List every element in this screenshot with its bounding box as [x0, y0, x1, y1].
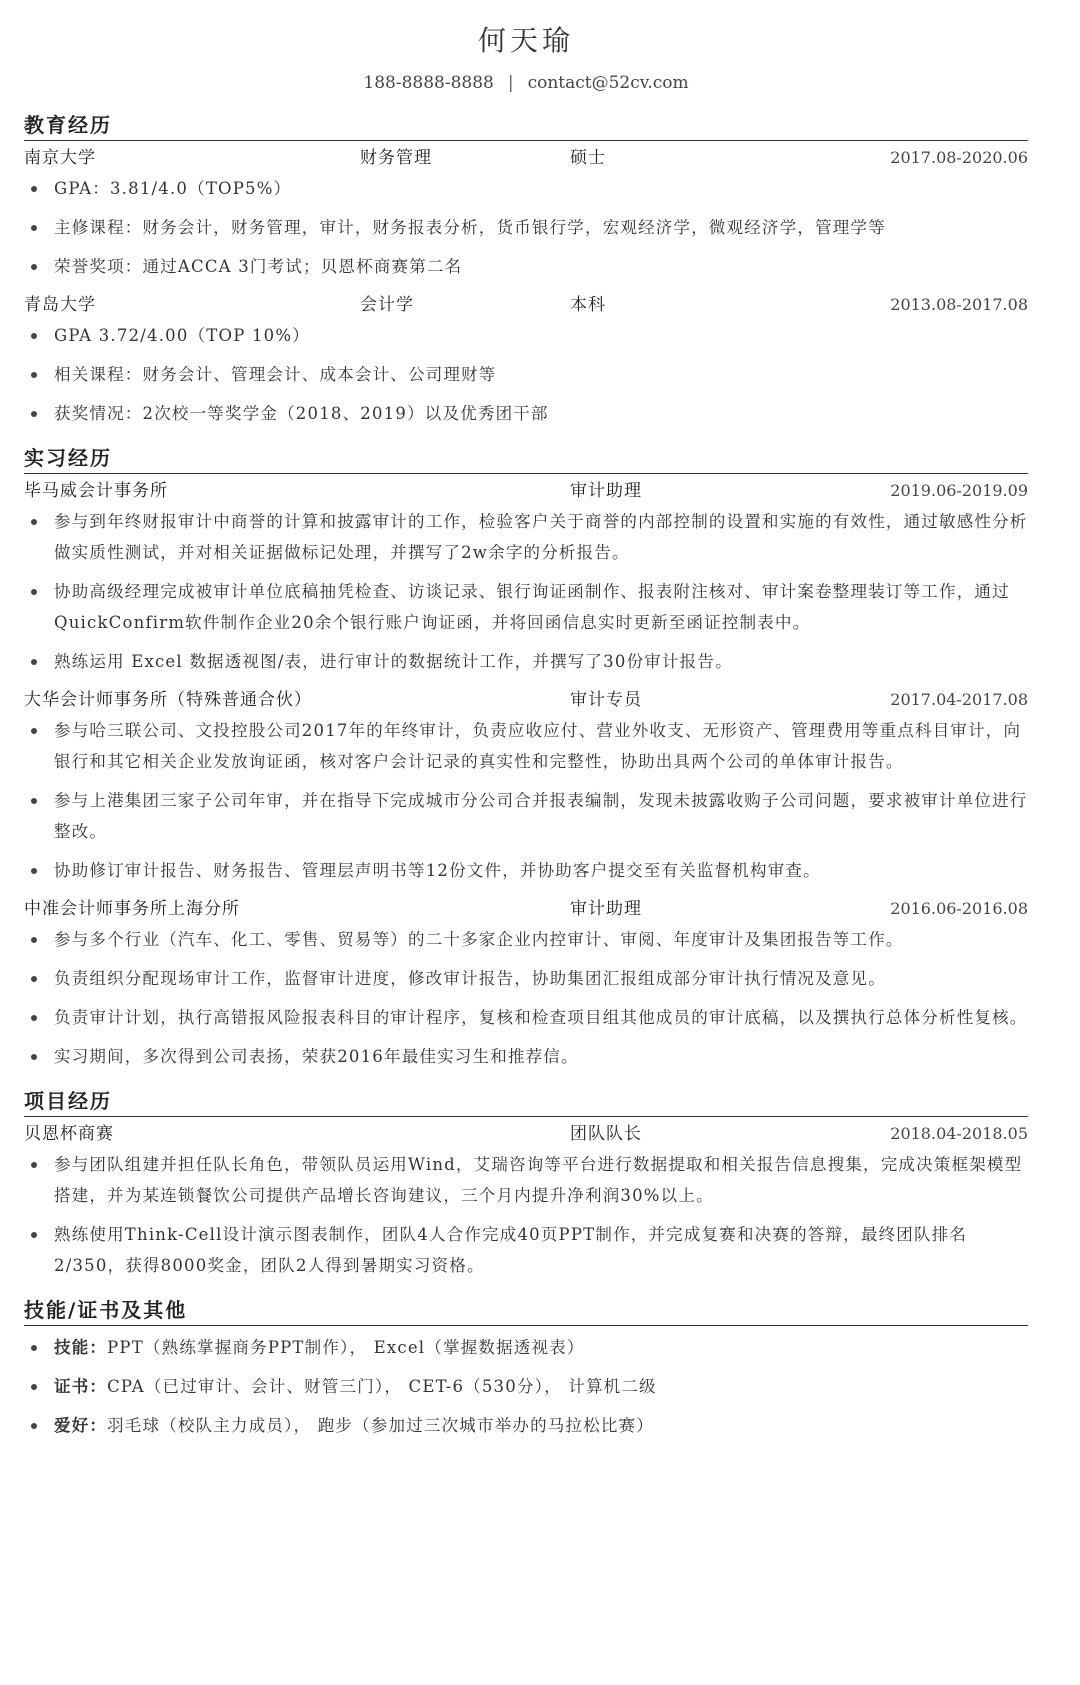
- skill-value: 羽毛球（校队主力成员）， 跑步（参加过三次城市举办的马拉松比赛）: [107, 1416, 655, 1435]
- project-role: 团队队长: [570, 1124, 642, 1144]
- project-section-title: 项目经历: [24, 1086, 1028, 1117]
- company-name: 毕马威会计事务所: [24, 481, 168, 501]
- bullet-item: 参与团队组建并担任队长角色，带领队员运用Wind，艾瑞咨询等平台进行数据提取和相关报告信息搜集，完成决策框架模型搭建，并为某连锁餐饮公司提供产品增长咨询建议，三个月内提升净利润30%以上。: [24, 1149, 1028, 1211]
- major: 财务管理: [360, 148, 432, 168]
- email-address: contact@52cv.com: [527, 73, 689, 93]
- contact-separator: |: [507, 73, 514, 93]
- entry-header: [24, 685, 1028, 715]
- bullet-item: 协助高级经理完成被审计单位底稿抽凭检查、访谈记录、银行询证函制作、报表附注核对、审计案卷整理装订等工作，通过QuickConfirm软件制作企业20余个银行账户询证函，并将回函信息实时更新至函证控制表中。: [24, 576, 1028, 638]
- internship-entry: [24, 476, 1028, 677]
- bullet-list: [24, 173, 1028, 282]
- bullet-item: 负责组织分配现场审计工作，监督审计进度，修改审计报告，协助集团汇报组成部分审计执行情况及意见。: [24, 963, 1028, 994]
- skill-value: PPT（熟练掌握商务PPT制作）， Excel（掌握数据透视表）: [107, 1338, 585, 1357]
- bullet-item: 主修课程：财务会计，财务管理，审计，财务报表分析，货币银行学，宏观经济学，微观经济学，管理学等: [24, 212, 1028, 243]
- internship-entry: [24, 894, 1028, 1072]
- major: 会计学: [360, 295, 414, 315]
- company-name: 大华会计师事务所（特殊普通合伙）: [24, 690, 312, 710]
- date-range: 2013.08-2017.08: [890, 295, 1028, 314]
- school-name: 青岛大学: [24, 295, 96, 315]
- bullet-list: [24, 320, 1028, 429]
- date-range: 2018.04-2018.05: [890, 1124, 1028, 1143]
- entry-header: [24, 1119, 1028, 1149]
- entry-header: [24, 143, 1028, 173]
- skill-item: [24, 1332, 1028, 1363]
- bullet-item: 参与多个行业（汽车、化工、零售、贸易等）的二十多家企业内控审计、审阅、年度审计及集团报告等工作。: [24, 924, 1028, 955]
- bullet-item: 参与上港集团三家子公司年审，并在指导下完成城市分公司合并报表编制，发现未披露收购子公司问题，要求被审计单位进行整改。: [24, 785, 1028, 847]
- education-entry: [24, 290, 1028, 429]
- bullet-list: [24, 506, 1028, 677]
- bullet-list: [24, 924, 1028, 1072]
- project-section: [24, 1086, 1028, 1281]
- job-title: 审计助理: [570, 481, 642, 501]
- internship-section-title: 实习经历: [24, 443, 1028, 474]
- entry-header: [24, 290, 1028, 320]
- degree: 硕士: [570, 148, 606, 168]
- phone-number: 188-8888-8888: [363, 73, 494, 93]
- skill-key: 证书：: [54, 1377, 108, 1396]
- entry-header: [24, 476, 1028, 506]
- bullet-item: GPA：3.81/4.0（TOP5%）: [24, 173, 1028, 204]
- job-title: 审计专员: [570, 690, 642, 710]
- bullet-item: 负责审计计划，执行高错报风险报表科目的审计程序，复核和检查项目组其他成员的审计底稿，以及撰执行总体分析性复核。: [24, 1002, 1028, 1033]
- bullet-item: GPA 3.72/4.00（TOP 10%）: [24, 320, 1028, 351]
- bullet-item: 熟练运用 Excel 数据透视图/表，进行审计的数据统计工作，并撰写了30份审计报告。: [24, 646, 1028, 677]
- school-name: 南京大学: [24, 148, 96, 168]
- project-entry: [24, 1119, 1028, 1281]
- skill-value: CPA（已过审计、会计、财管三门）， CET-6（530分）， 计算机二级: [107, 1377, 657, 1396]
- bullet-item: 相关课程：财务会计、管理会计、成本会计、公司理财等: [24, 359, 1028, 390]
- certificate-item: [24, 1371, 1028, 1402]
- date-range: 2017.04-2017.08: [890, 690, 1028, 709]
- degree: 本科: [570, 295, 606, 315]
- bullet-item: 参与哈三联公司、文投控股公司2017年的年终审计，负责应收应付、营业外收支、无形资产、管理费用等重点科目审计，向银行和其它相关企业发放询证函，核对客户会计记录的真实性和完整性，协助出具两个公司的单体审计报告。: [24, 715, 1028, 777]
- internship-section: [24, 443, 1028, 1072]
- education-section: [24, 110, 1028, 429]
- skills-list: [24, 1332, 1028, 1441]
- resume-name: 何天瑜: [477, 24, 574, 57]
- bullet-list: [24, 1149, 1028, 1281]
- education-section-title: 教育经历: [24, 110, 1028, 141]
- bullet-item: 获奖情况：2次校一等奖学金（2018、2019）以及优秀团干部: [24, 398, 1028, 429]
- bullet-item: 协助修订审计报告、财务报告、管理层声明书等12份文件，并协助客户提交至有关监督机构审查。: [24, 855, 1028, 886]
- date-range: 2016.06-2016.08: [890, 899, 1028, 918]
- skill-key: 技能：: [54, 1338, 108, 1357]
- date-range: 2019.06-2019.09: [890, 481, 1028, 500]
- bullet-item: 荣誉奖项：通过ACCA 3门考试；贝恩杯商赛第二名: [24, 251, 1028, 282]
- entry-header: [24, 894, 1028, 924]
- internship-entry: [24, 685, 1028, 886]
- contact-line: [24, 70, 1028, 96]
- project-name: 贝恩杯商赛: [24, 1124, 114, 1144]
- date-range: 2017.08-2020.06: [890, 148, 1028, 167]
- skills-section-title: 技能/证书及其他: [24, 1295, 1028, 1326]
- education-entry: [24, 143, 1028, 282]
- job-title: 审计助理: [570, 899, 642, 919]
- company-name: 中准会计师事务所上海分所: [24, 899, 240, 919]
- bullet-list: [24, 715, 1028, 886]
- bullet-item: 熟练使用Think-Cell设计演示图表制作，团队4人合作完成40页PPT制作，并完成复赛和决赛的答辩，最终团队排名2/350，获得8000奖金，团队2人得到暑期实习资格。: [24, 1219, 1028, 1281]
- skills-section: [24, 1295, 1028, 1441]
- hobby-item: [24, 1410, 1028, 1441]
- bullet-item: 实习期间，多次得到公司表扬，荣获2016年最佳实习生和推荐信。: [24, 1041, 1028, 1072]
- bullet-item: 参与到年终财报审计中商誉的计算和披露审计的工作，检验客户关于商誉的内部控制的设置和实施的有效性，通过敏感性分析做实质性测试，并对相关证据做标记处理，并撰写了2w余字的分析报告。: [24, 506, 1028, 568]
- skill-key: 爱好：: [54, 1416, 108, 1435]
